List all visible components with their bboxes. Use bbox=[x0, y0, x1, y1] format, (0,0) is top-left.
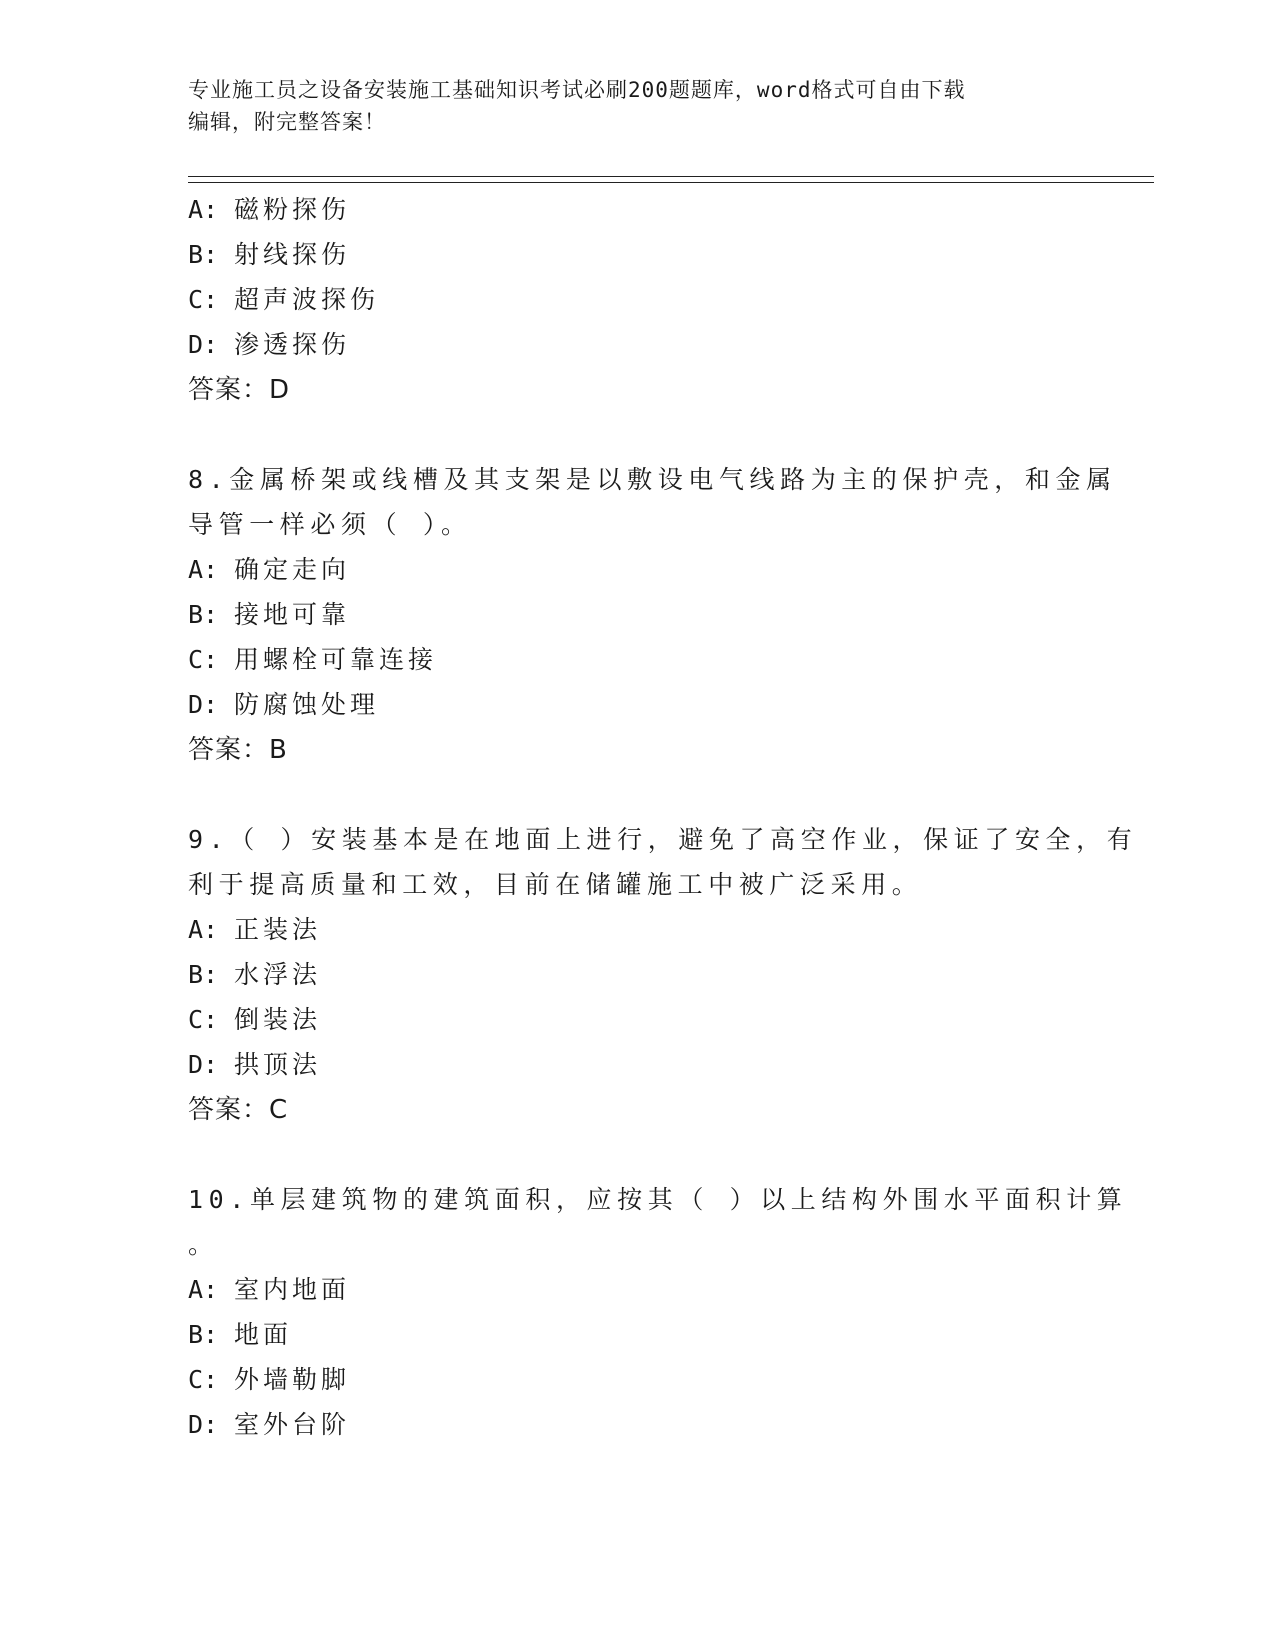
option-key: B: bbox=[188, 600, 219, 629]
q9-stem-line-1: 9.（ ）安装基本是在地面上进行，避免了高空作业，保证了安全，有 bbox=[188, 825, 1138, 854]
option-text: 用螺栓可靠连接 bbox=[234, 645, 438, 674]
option-text: 室内地面 bbox=[234, 1275, 351, 1304]
q8-option-a bbox=[188, 553, 350, 587]
option-key: D: bbox=[188, 1410, 219, 1439]
option-text: 外墙勒脚 bbox=[234, 1365, 351, 1394]
header-divider-top bbox=[188, 176, 1154, 177]
option-key: B: bbox=[188, 1320, 219, 1349]
q8-stem-line-1: 8.金属桥架或线槽及其支架是以敷设电气线路为主的保护壳，和金属 bbox=[188, 465, 1117, 494]
q9-option-d bbox=[188, 1048, 321, 1082]
option-text: 超声波探伤 bbox=[234, 285, 380, 314]
q10-option-d bbox=[188, 1408, 350, 1442]
q7-option-a bbox=[188, 193, 350, 227]
option-key: C: bbox=[188, 645, 219, 674]
q7-option-b bbox=[188, 238, 350, 272]
header-line-2: 编辑，附完整答案！ bbox=[188, 110, 386, 134]
q7-option-d bbox=[188, 328, 350, 362]
q7-answer: 答案：D bbox=[188, 375, 291, 405]
option-text: 确定走向 bbox=[234, 555, 351, 584]
option-key: D: bbox=[188, 690, 219, 719]
q10-stem-line-1: 10.单层建筑物的建筑面积，应按其（ ）以上结构外围水平面积计算 bbox=[188, 1185, 1128, 1214]
q10-option-b bbox=[188, 1318, 292, 1352]
option-key: B: bbox=[188, 960, 219, 989]
document-header bbox=[188, 74, 1068, 138]
option-text: 倒装法 bbox=[234, 1005, 322, 1034]
option-key: A: bbox=[188, 195, 219, 224]
q10-stem-line-2: 。 bbox=[188, 1230, 219, 1259]
header-line-1: 专业施工员之设备安装施工基础知识考试必刷200题题库，word格式可自由下载 bbox=[188, 78, 966, 102]
option-text: 射线探伤 bbox=[234, 240, 351, 269]
q10-option-c bbox=[188, 1363, 350, 1397]
option-text: 磁粉探伤 bbox=[234, 195, 351, 224]
option-key: A: bbox=[188, 555, 219, 584]
option-key: D: bbox=[188, 1050, 219, 1079]
q9-option-a bbox=[188, 913, 321, 947]
option-key: A: bbox=[188, 915, 219, 944]
option-text: 正装法 bbox=[234, 915, 322, 944]
q9-answer: 答案：C bbox=[188, 1095, 289, 1125]
option-text: 防腐蚀处理 bbox=[234, 690, 380, 719]
option-key: B: bbox=[188, 240, 219, 269]
header-divider-bottom bbox=[188, 182, 1154, 183]
option-text: 地面 bbox=[234, 1320, 293, 1349]
q8-stem-line-2: 导管一样必须（ ）。 bbox=[188, 510, 472, 539]
option-key: D: bbox=[188, 330, 219, 359]
option-text: 拱顶法 bbox=[234, 1050, 322, 1079]
q10-option-a bbox=[188, 1273, 350, 1307]
q8-option-c bbox=[188, 643, 437, 677]
option-text: 水浮法 bbox=[234, 960, 322, 989]
q7-option-c bbox=[188, 283, 379, 317]
option-key: C: bbox=[188, 285, 219, 314]
q9-option-c bbox=[188, 1003, 321, 1037]
q8-option-d bbox=[188, 688, 379, 722]
option-key: A: bbox=[188, 1275, 219, 1304]
q9-option-b bbox=[188, 958, 321, 992]
option-key: C: bbox=[188, 1005, 219, 1034]
option-text: 渗透探伤 bbox=[234, 330, 351, 359]
option-key: C: bbox=[188, 1365, 219, 1394]
option-text: 室外台阶 bbox=[234, 1410, 351, 1439]
q8-answer: 答案：B bbox=[188, 735, 288, 765]
option-text: 接地可靠 bbox=[234, 600, 351, 629]
q8-option-b bbox=[188, 598, 350, 632]
q9-stem-line-2: 利于提高质量和工效，目前在储罐施工中被广泛采用。 bbox=[188, 870, 923, 899]
